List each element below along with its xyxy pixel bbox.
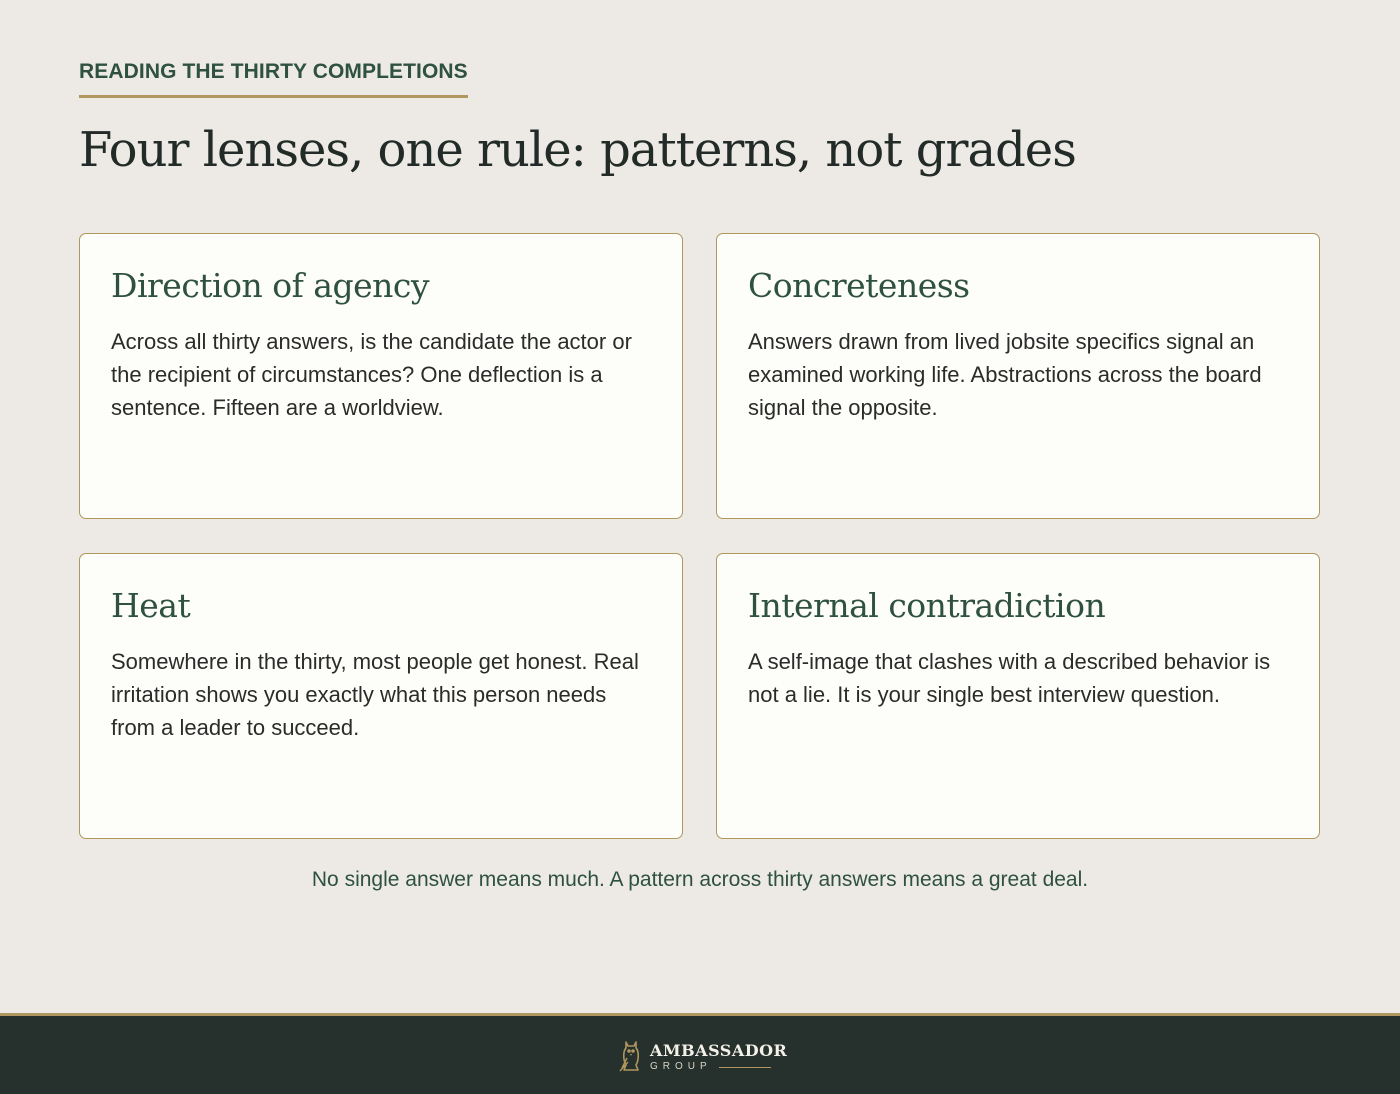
card-internal-contradiction — [716, 553, 1320, 839]
summary-statement: No single answer means much. A pattern across thirty answers means a great deal. — [311, 868, 1089, 891]
card-title: Direction of agency — [111, 266, 430, 305]
company-logo — [618, 1036, 788, 1076]
card-title: Heat — [111, 586, 191, 625]
card-heat — [79, 553, 683, 839]
card-concreteness — [716, 233, 1320, 519]
card-body: Across all thirty answers, is the candidate the actor or the recipient of circumstances? One deflection is a sentence. Fifteen are a worldview. — [111, 329, 632, 420]
owl-icon — [618, 1038, 644, 1072]
card-title: Concreteness — [748, 266, 970, 305]
logo-name: AMBASSADOR — [650, 1041, 788, 1060]
section-eyebrow: READING THE THIRTY COMPLETIONS — [79, 60, 468, 98]
logo-divider — [719, 1067, 771, 1068]
card-title: Internal contradiction — [748, 586, 1106, 625]
card-body: A self-image that clashes with a described behavior is not a lie. It is your single best interview question. — [748, 649, 1271, 707]
card-direction-of-agency — [79, 233, 683, 519]
logo-subtitle: GROUP — [650, 1061, 712, 1072]
footer — [0, 1013, 1400, 1094]
card-body: Answers drawn from lived jobsite specifics signal an examined working life. Abstractions across the board signal the opposite. — [748, 329, 1262, 420]
card-body: Somewhere in the thirty, most people get honest. Real irritation shows you exactly what this person needs from a leader to succeed. — [111, 649, 639, 740]
page-title: Four lenses, one rule: patterns, not grades — [79, 122, 1076, 178]
